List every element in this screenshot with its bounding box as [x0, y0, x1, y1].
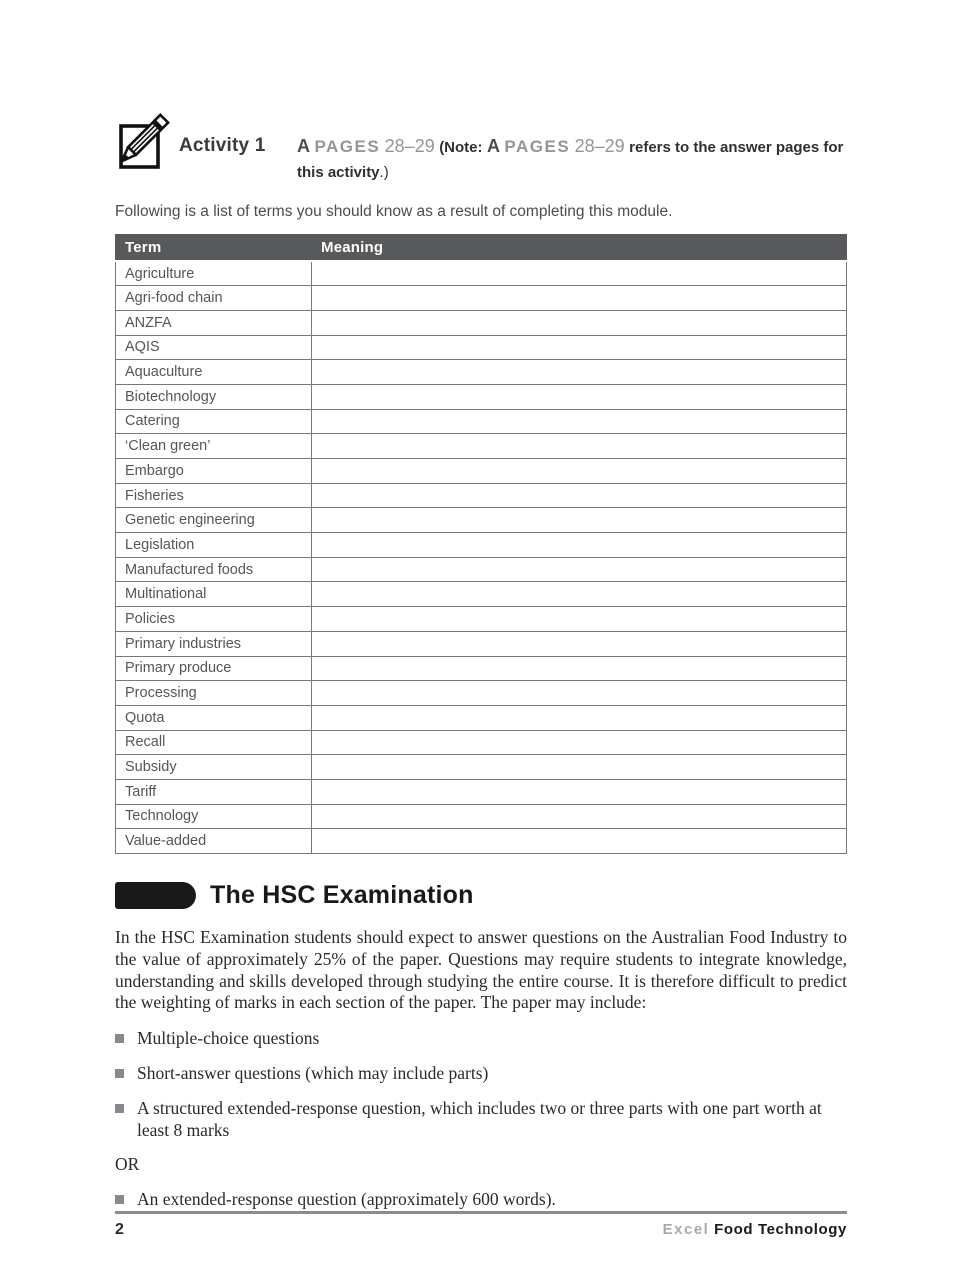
meaning-cell — [312, 286, 847, 311]
table-row — [116, 779, 847, 804]
meaning-cell — [312, 779, 847, 804]
term-cell: Tariff — [116, 779, 312, 804]
table-row — [116, 434, 847, 459]
page-number: 2 — [115, 1221, 124, 1238]
term-cell: Primary produce — [116, 656, 312, 681]
list-item-text: An extended-response question (approximately 600 words). — [137, 1189, 556, 1210]
meaning-cell — [312, 705, 847, 730]
meaning-cell — [312, 829, 847, 854]
table-row — [116, 459, 847, 484]
bullet-square-icon — [115, 1195, 124, 1204]
section-tab-icon — [115, 882, 196, 909]
term-cell: Aquaculture — [116, 360, 312, 385]
note-ref-a: A — [486, 136, 500, 156]
table-row — [116, 730, 847, 755]
meaning-cell — [312, 730, 847, 755]
table-row — [116, 335, 847, 360]
meaning-cell — [312, 434, 847, 459]
table-row — [116, 656, 847, 681]
bullet-square-icon — [115, 1069, 124, 1078]
meaning-cell — [312, 755, 847, 780]
term-cell: Primary industries — [116, 631, 312, 656]
list-separator-or: OR — [115, 1154, 140, 1175]
table-row — [116, 705, 847, 730]
footer-rule — [115, 1211, 847, 1214]
term-cell: Legislation — [116, 533, 312, 558]
brand-title: Food Technology — [714, 1221, 847, 1238]
note-text: refers to the answer pages for this activity — [297, 139, 844, 181]
term-cell: ‘Clean green’ — [116, 434, 312, 459]
table-row — [116, 286, 847, 311]
note-ref-label: PAGES — [504, 137, 571, 156]
table-row — [116, 533, 847, 558]
pages-ref-label: PAGES — [314, 137, 381, 156]
terms-table — [115, 234, 847, 854]
term-cell: Manufactured foods — [116, 557, 312, 582]
meaning-cell — [312, 508, 847, 533]
table-row — [116, 631, 847, 656]
term-cell: Value-added — [116, 829, 312, 854]
table-row — [116, 508, 847, 533]
meaning-cell — [312, 335, 847, 360]
activity-header — [115, 105, 847, 185]
table-row — [116, 483, 847, 508]
meaning-cell — [312, 631, 847, 656]
answer-pages-note — [297, 105, 847, 185]
meaning-cell — [312, 656, 847, 681]
table-row — [116, 360, 847, 385]
bullet-square-icon — [115, 1104, 124, 1113]
term-cell: Quota — [116, 705, 312, 730]
meaning-cell — [312, 681, 847, 706]
term-cell: Subsidy — [116, 755, 312, 780]
section-title: The HSC Examination — [210, 881, 474, 909]
list-item-text: A structured extended-response question, which includes two or three parts with one part worth at least 8 marks — [137, 1098, 822, 1141]
page-footer — [115, 1211, 847, 1239]
term-cell: Multinational — [116, 582, 312, 607]
section-paragraph: In the HSC Examination students should expect to answer questions on the Australian Food Industry to the value of approximately 25% of the paper. Questions may require students to integrate knowledge, understanding and skills developed through studying the entire course. It is therefore difficult to predict the weighting of marks in each section of the paper. The paper may include: — [115, 927, 847, 1013]
table-row — [116, 582, 847, 607]
table-row — [116, 310, 847, 335]
meaning-cell — [312, 409, 847, 434]
meaning-cell — [312, 557, 847, 582]
table-row — [116, 804, 847, 829]
list-item-text: Short-answer questions (which may include parts) — [137, 1063, 489, 1084]
term-cell: Agri-food chain — [116, 286, 312, 311]
term-cell: Genetic engineering — [116, 508, 312, 533]
meaning-cell — [312, 533, 847, 558]
meaning-cell — [312, 459, 847, 484]
book-brand — [663, 1221, 847, 1238]
meaning-cell — [312, 582, 847, 607]
table-row — [116, 409, 847, 434]
table-header-row — [116, 235, 847, 262]
meaning-cell — [312, 384, 847, 409]
list-item — [115, 1062, 847, 1084]
meaning-cell — [312, 310, 847, 335]
meaning-cell — [312, 261, 847, 286]
meaning-cell — [312, 483, 847, 508]
table-row — [116, 384, 847, 409]
term-cell: Fisheries — [116, 483, 312, 508]
section-header — [115, 881, 847, 910]
table-row — [116, 755, 847, 780]
list-item — [115, 1188, 847, 1210]
list-item — [115, 1097, 847, 1141]
term-cell: AQIS — [116, 335, 312, 360]
term-cell: Processing — [116, 681, 312, 706]
column-header-term: Term — [116, 235, 312, 262]
term-cell: Policies — [116, 607, 312, 632]
bullet-square-icon — [115, 1034, 124, 1043]
note-ref-range: 28–29 — [574, 136, 625, 156]
term-cell: Technology — [116, 804, 312, 829]
term-cell: Embargo — [116, 459, 312, 484]
meaning-cell — [312, 804, 847, 829]
exam-list — [115, 1027, 847, 1210]
meaning-cell — [312, 360, 847, 385]
term-cell: Agriculture — [116, 261, 312, 286]
pages-ref-range: 28–29 — [384, 136, 435, 156]
pages-ref-a: A — [297, 136, 310, 156]
note-close: .) — [379, 164, 389, 181]
meaning-cell — [312, 607, 847, 632]
note-open-label: (Note: — [439, 139, 483, 156]
intro-text: Following is a list of terms you should know as a result of completing this module. — [115, 203, 673, 220]
pencil-on-paper-icon — [115, 105, 173, 171]
term-cell: Catering — [116, 409, 312, 434]
activity-label: Activity 1 — [179, 135, 266, 156]
table-row — [116, 557, 847, 582]
brand-excel: Excel — [662, 1221, 710, 1238]
term-cell: Biotechnology — [116, 384, 312, 409]
table-row — [116, 261, 847, 286]
term-cell: Recall — [116, 730, 312, 755]
table-row — [116, 607, 847, 632]
list-item-text: Multiple-choice questions — [137, 1028, 320, 1049]
column-header-meaning: Meaning — [312, 235, 847, 262]
term-cell: ANZFA — [116, 310, 312, 335]
list-item — [115, 1027, 847, 1049]
table-row — [116, 681, 847, 706]
table-row — [116, 829, 847, 854]
